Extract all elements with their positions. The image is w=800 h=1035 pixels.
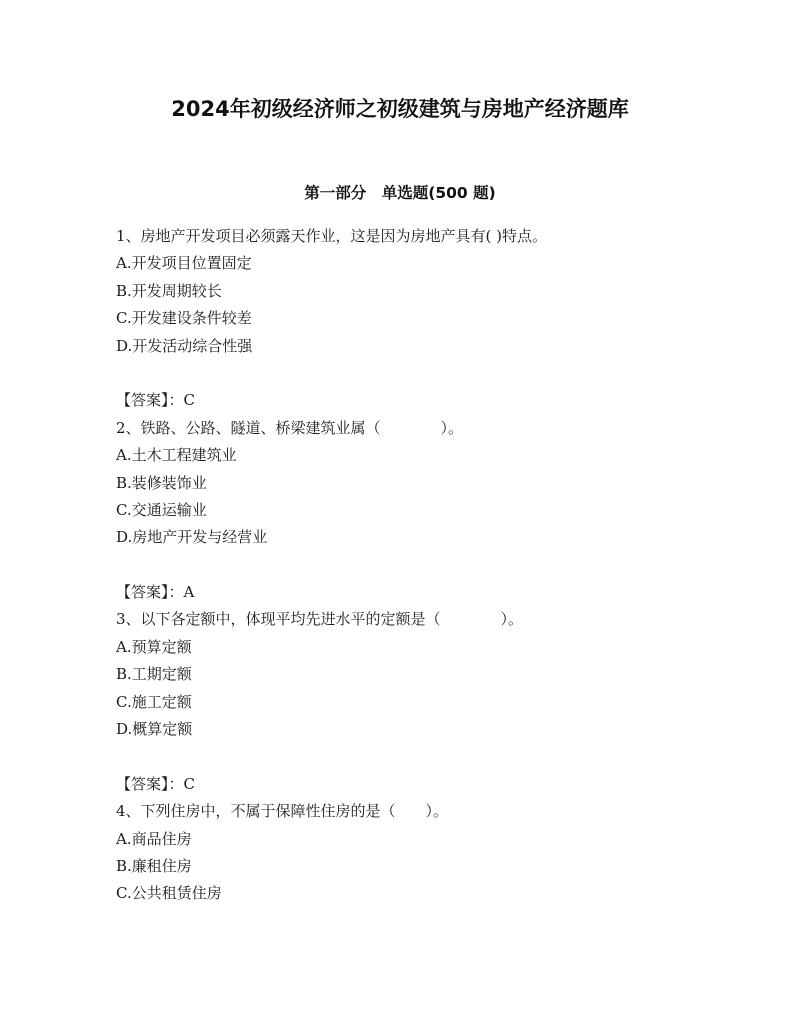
question-stem: 1、房地产开发项目必须露天作业，这是因为房地产具有( )特点。 (116, 227, 548, 245)
option-a: A.开发项目位置固定 (116, 254, 252, 273)
question-1 (116, 223, 716, 415)
answer-label: 【答案】：C (116, 391, 195, 410)
option-d: D.开发活动综合性强 (116, 336, 253, 355)
question-stem: 2、铁路、公路、隧道、桥梁建筑业属（ ）。 (116, 418, 464, 437)
answer-label: 【答案】：C (116, 774, 195, 793)
question-2 (116, 415, 716, 607)
option-c: C.交通运输业 (116, 500, 207, 519)
question-3 (116, 606, 716, 798)
option-a: A.土木工程建筑业 (116, 446, 237, 465)
option-b: B.装修装饰业 (116, 473, 207, 492)
option-a: A.商品住房 (116, 829, 192, 848)
option-c: C.施工定额 (116, 692, 192, 711)
option-d: D.概算定额 (116, 720, 193, 739)
option-b: B.廉租住房 (116, 856, 192, 875)
option-b: B.工期定额 (116, 665, 192, 684)
question-stem: 3、以下各定额中，体现平均先进水平的定额是（ ）。 (116, 610, 524, 629)
option-a: A.预算定额 (116, 637, 192, 656)
option-d: D.房地产开发与经营业 (116, 528, 268, 547)
question-stem: 4、下列住房中，不属于保障性住房的是（ ）。 (116, 802, 449, 821)
option-b: B.开发周期较长 (116, 281, 222, 300)
option-c: C.公共租赁住房 (116, 884, 222, 903)
answer-label: 【答案】：A (116, 583, 195, 602)
question-list (116, 223, 716, 908)
section-title: 第一部分 单选题(500 题) (304, 184, 496, 202)
document-title: 2024年初级经济师之初级建筑与房地产经济题库 (171, 97, 629, 121)
question-4 (116, 798, 716, 908)
option-c: C.开发建设条件较差 (116, 309, 252, 328)
